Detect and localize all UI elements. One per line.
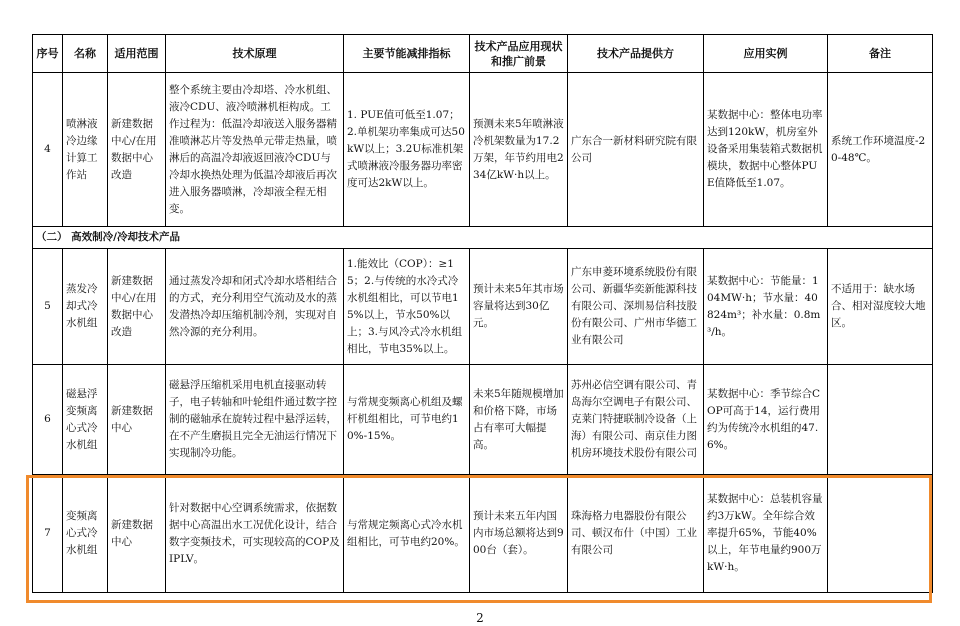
cell-no: 6 — [33, 365, 63, 475]
cell-status: 预计未来五年内国内市场总额将达到900台（套）。 — [470, 475, 568, 593]
cell-provider: 广东申菱环境系统股份有限公司、新疆华奕新能源科技有限公司、深圳易信科技股份有限公司、广州市华德工业有限公司 — [568, 249, 704, 365]
table-row — [33, 365, 933, 475]
header-no: 序号 — [33, 35, 63, 73]
cell-indicator: 与常规变频离心机组及螺杆机组相比，可节电约10%-15%。 — [344, 365, 470, 475]
cell-provider: 珠海格力电器股份有限公司、顿汉布什（中国）工业有限公司 — [568, 475, 704, 593]
cell-status: 预测未来5年喷淋液冷机架数量为17.2万架，年节约用电234亿kW·h以上。 — [470, 73, 568, 227]
header-principle: 技术原理 — [166, 35, 344, 73]
header-remark: 备注 — [828, 35, 933, 73]
cell-no: 5 — [33, 249, 63, 365]
header-example: 应用实例 — [704, 35, 828, 73]
table-header-row — [33, 35, 933, 73]
cell-principle: 整个系统主要由冷却塔、冷水机组、液冷CDU、液冷喷淋机柜构成。工作过程为：低温冷却液送入服务器精准喷淋芯片等发热单元带走热量，喷淋后的高温冷却液返回液冷CDU与冷却水换热处理为低温冷却液后再次进入服务器喷淋，冷却液全程无相变。 — [166, 73, 344, 227]
cell-name: 蒸发冷却式冷水机组 — [63, 249, 108, 365]
cell-example: 某数据中心：节能量：104MW·h；节水量：40824m³；补水量：0.8m³/h。 — [704, 249, 828, 365]
section-title: （二） 高效制冷/冷却技术产品 — [33, 227, 933, 249]
cell-status: 未来5年随规模增加和价格下降，市场占有率可大幅提高。 — [470, 365, 568, 475]
cell-remark — [828, 475, 933, 593]
table-row — [33, 249, 933, 365]
cell-scope: 新建数据中心/在用数据中心改造 — [108, 249, 166, 365]
section-row — [33, 227, 933, 249]
cell-indicator: 1. PUE值可低至1.07；2.单机架功率集成可达50kW以上；3.2U标准机架式喷淋液冷服务器功率密度可达2kW以上。 — [344, 73, 470, 227]
cell-no: 7 — [33, 475, 63, 593]
cell-name: 磁悬浮变频离心式冷水机组 — [63, 365, 108, 475]
page-number: 2 — [476, 611, 484, 625]
cell-no: 4 — [33, 73, 63, 227]
cell-scope: 新建数据中心/在用数据中心改造 — [108, 73, 166, 227]
cell-principle: 针对数据中心空调系统需求，依据数据中心高温出水工况优化设计，结合数字变频技术，可实现较高的COP及IPLV。 — [166, 475, 344, 593]
header-indicator: 主要节能减排指标 — [344, 35, 470, 73]
header-provider: 技术产品提供方 — [568, 35, 704, 73]
cell-name: 变频离心式冷水机组 — [63, 475, 108, 593]
cell-remark: 不适用于：缺水场合、相对湿度较大地区。 — [828, 249, 933, 365]
cell-scope: 新建数据中心 — [108, 365, 166, 475]
header-status: 技术产品应用现状和推广前景 — [470, 35, 568, 73]
cell-provider: 广东合一新材料研究院有限公司 — [568, 73, 704, 227]
cell-scope: 新建数据中心 — [108, 475, 166, 593]
header-name: 名称 — [63, 35, 108, 73]
cell-example: 某数据中心：整体电功率达到120kW，机房室外设备采用集装箱式数据机模块，数据中心整体PUE值降低至1.07。 — [704, 73, 828, 227]
cell-principle: 磁悬浮压缩机采用电机直接驱动转子，电子转轴和叶轮组件通过数字控制的磁轴承在旋转过程中悬浮运转，在不产生磨损且完全无油运行情况下实现制冷功能。 — [166, 365, 344, 475]
header-scope: 适用范围 — [108, 35, 166, 73]
cell-example: 某数据中心：季节综合COP可高于14，运行费用约为传统冷水机组的47.6%。 — [704, 365, 828, 475]
cell-indicator: 1.能效比（COP）：≥15；2.与传统的水冷式冷水机组相比，可以节电15%以上，节水50%以上；3.与风冷式冷水机组相比，节电35%以上。 — [344, 249, 470, 365]
cell-remark — [828, 365, 933, 475]
cell-example: 某数据中心：总装机容量约3万kW。全年综合效率提升65%，节能40%以上，年节电量约900万kW·h。 — [704, 475, 828, 593]
cell-provider: 苏州必信空调有限公司、青岛海尔空调电子有限公司、克莱门特捷联制冷设备（上海）有限公司、南京佳力图机房环境技术股份有限公司 — [568, 365, 704, 475]
cell-principle: 通过蒸发冷却和闭式冷却水塔相结合的方式，充分利用空气流动及水的蒸发潜热冷却压缩机制冷剂，实现对自然冷源的充分利用。 — [166, 249, 344, 365]
cell-indicator: 与常规定频离心式冷水机组相比，可节电约20%。 — [344, 475, 470, 593]
table-row — [33, 475, 933, 593]
table-row — [33, 73, 933, 227]
cell-remark: 系统工作环境温度-20-48℃。 — [828, 73, 933, 227]
technology-table — [32, 34, 933, 593]
cell-name: 喷淋液冷边缘计算工作站 — [63, 73, 108, 227]
cell-status: 预计未来5年其市场容量将达到30亿元。 — [470, 249, 568, 365]
